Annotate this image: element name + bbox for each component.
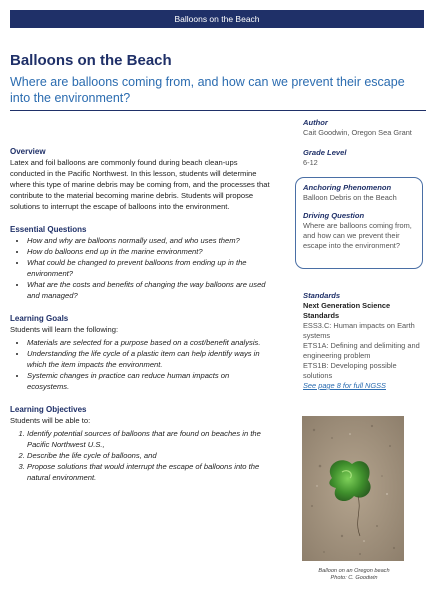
list-item: • What could be changed to prevent balloons from ending up in the environment? [27, 257, 272, 279]
learning-goals-intro: Students will learn the following: [10, 325, 119, 334]
list-item: • What are the costs and benefits of changing the way balloons are used and managed? [27, 279, 272, 301]
standard-item: ETS1A: Defining and delimiting and engineering problem [303, 341, 420, 360]
standards-block [303, 291, 427, 391]
photo-caption [300, 568, 408, 582]
list-item: 1. Identify potential sources of balloons that are found on beaches in the Pacific Northwest U.S., [27, 428, 272, 450]
learning-objectives-intro: Students will be able to: [10, 416, 91, 425]
ngss-link[interactable]: See page 8 for full NGSS [303, 381, 386, 390]
learning-objectives-list [10, 428, 272, 483]
learning-objectives-section [10, 404, 272, 483]
standard-item: ETS1B: Developing possible solutions [303, 361, 397, 380]
overview-section [10, 146, 272, 212]
overview-text: Latex and foil balloons are commonly found during beach clean-ups conducted in the Pacific Northwest. In this lesson, students will determine where this type of marine debris may be coming from, and the processes that contribute to the material becoming marine debris. Students will propose solutions to interrupt the escape of balloons into the environment. [10, 158, 270, 211]
essential-questions-section [10, 224, 272, 301]
title-divider [10, 110, 426, 111]
learning-goals-list [10, 337, 272, 392]
standards-label: Standards [303, 291, 341, 300]
header-bar: Balloons on the Beach [10, 10, 424, 28]
list-item: • How and why are balloons normally used, and who uses them? [27, 235, 272, 246]
standard-item: ESS3.C: Human impacts on Earth systems [303, 321, 415, 340]
phenomenon-label: Anchoring Phenomenon [303, 183, 392, 192]
grade-block [303, 148, 427, 168]
list-item: • Understanding the life cycle of a plastic item can help identify ways in which the item impacts the environment. [27, 348, 272, 370]
grade-label: Grade Level [303, 148, 347, 157]
list-item: 3. Propose solutions that would interrupt the escape of balloons into the natural environment. [27, 461, 272, 483]
caption-line: Balloon on an Oregon beach [318, 568, 390, 574]
driving-question-value: Where are balloons coming from, and how can we prevent their escape into the environment? [303, 221, 412, 250]
main-column [10, 146, 272, 487]
list-item: 2. Describe the life cycle of balloons, and [27, 450, 272, 461]
list-item: • Materials are selected for a purpose based on a cost/benefit analysis. [27, 337, 272, 348]
author-block [303, 118, 427, 138]
overview-heading: Overview [10, 147, 46, 156]
list-item: • Systemic changes in practice can reduce human impacts on ecosystems. [27, 370, 272, 392]
learning-objectives-heading: Learning Objectives [10, 405, 87, 414]
author-value: Cait Goodwin, Oregon Sea Grant [303, 128, 412, 137]
author-label: Author [303, 118, 328, 127]
grade-value: 6-12 [303, 158, 318, 167]
ngss-label: Next Generation Science Standards [303, 301, 391, 320]
list-item: • How do balloons end up in the marine environment? [27, 246, 272, 257]
caption-credit: Photo: C. Goodwin [330, 575, 378, 581]
learning-goals-section [10, 313, 272, 392]
beach-balloon-photo [302, 416, 404, 561]
sidebar-meta [303, 118, 427, 178]
essential-questions-list [10, 235, 272, 301]
driving-question-label: Driving Question [303, 211, 365, 220]
essential-questions-heading: Essential Questions [10, 225, 87, 234]
learning-goals-heading: Learning Goals [10, 314, 69, 323]
page-title: Balloons on the Beach [10, 52, 172, 69]
page-subtitle: Where are balloons coming from, and how can we prevent their escape into the environment? [10, 75, 405, 105]
phenomenon-value: Balloon Debris on the Beach [303, 193, 397, 202]
phenomenon-box [295, 177, 423, 269]
